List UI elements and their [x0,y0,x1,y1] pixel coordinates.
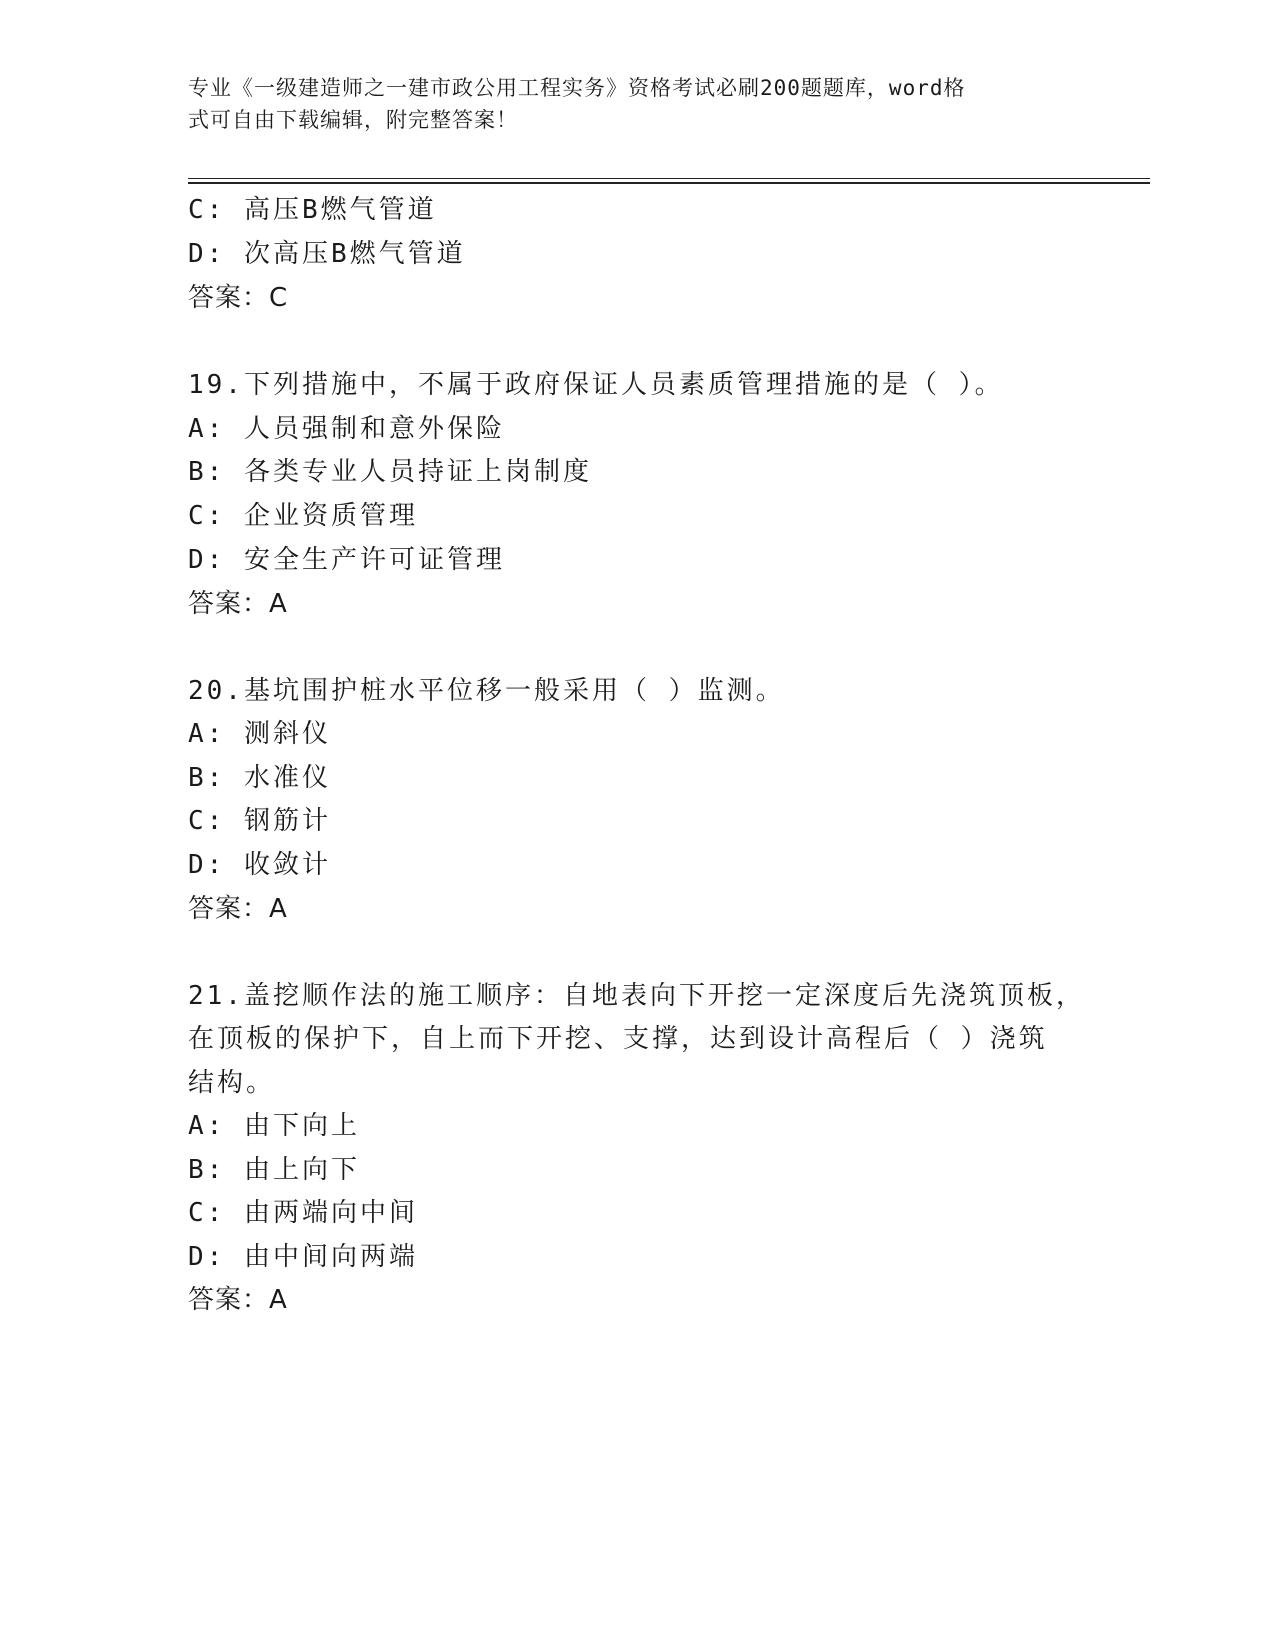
option-c: C: 高压B燃气管道 [188,195,437,225]
question-20-option-c: C: 钢筋计 [188,806,331,836]
question-21-option-d: D: 由中间向两端 [188,1242,418,1272]
question-21-option-b: B: 由上向下 [188,1155,360,1185]
question-19-option-d: D: 安全生产许可证管理 [188,545,505,575]
question-20-option-d: D: 收敛计 [188,850,331,880]
question-19-answer: 答案：A [188,589,288,619]
question-19-option-a: A: 人员强制和意外保险 [188,414,505,444]
option-d: D: 次高压B燃气管道 [188,239,466,269]
header-line-2: 式可自由下载编辑，附完整答案！ [188,108,518,132]
answer-line: 答案：C [188,283,289,313]
question-21-stem-line-1: 21.盖挖顺作法的施工顺序：自地表向下开挖一定深度后先浇筑顶板， [188,981,1085,1011]
question-20-option-a: A: 测斜仪 [188,719,331,749]
question-20-stem: 20.基坑围护桩水平位移一般采用（ ）监测。 [188,676,785,706]
question-21-stem-line-2: 在顶板的保护下，自上而下开挖、支撑，达到设计高程后（ ）浇筑 [188,1024,1048,1054]
question-20-answer: 答案：A [188,894,288,924]
question-21-answer: 答案：A [188,1285,288,1315]
question-20-option-b: B: 水准仪 [188,763,331,793]
header-line-1: 专业《一级建造师之一建市政公用工程实务》资格考试必刷200题题库，word格 [188,76,966,100]
question-19-option-b: B: 各类专业人员持证上岗制度 [188,457,592,487]
question-21-option-c: C: 由两端向中间 [188,1198,418,1228]
question-21-stem-line-3: 结构。 [188,1068,276,1098]
question-19-stem: 19.下列措施中，不属于政府保证人员素质管理措施的是（ ）。 [188,370,1004,400]
question-19-option-c: C: 企业资质管理 [188,501,418,531]
header-divider-thick [188,182,1150,184]
question-21-option-a: A: 由下向上 [188,1111,360,1141]
document-header [188,72,1068,136]
header-divider-thin [188,178,1150,179]
